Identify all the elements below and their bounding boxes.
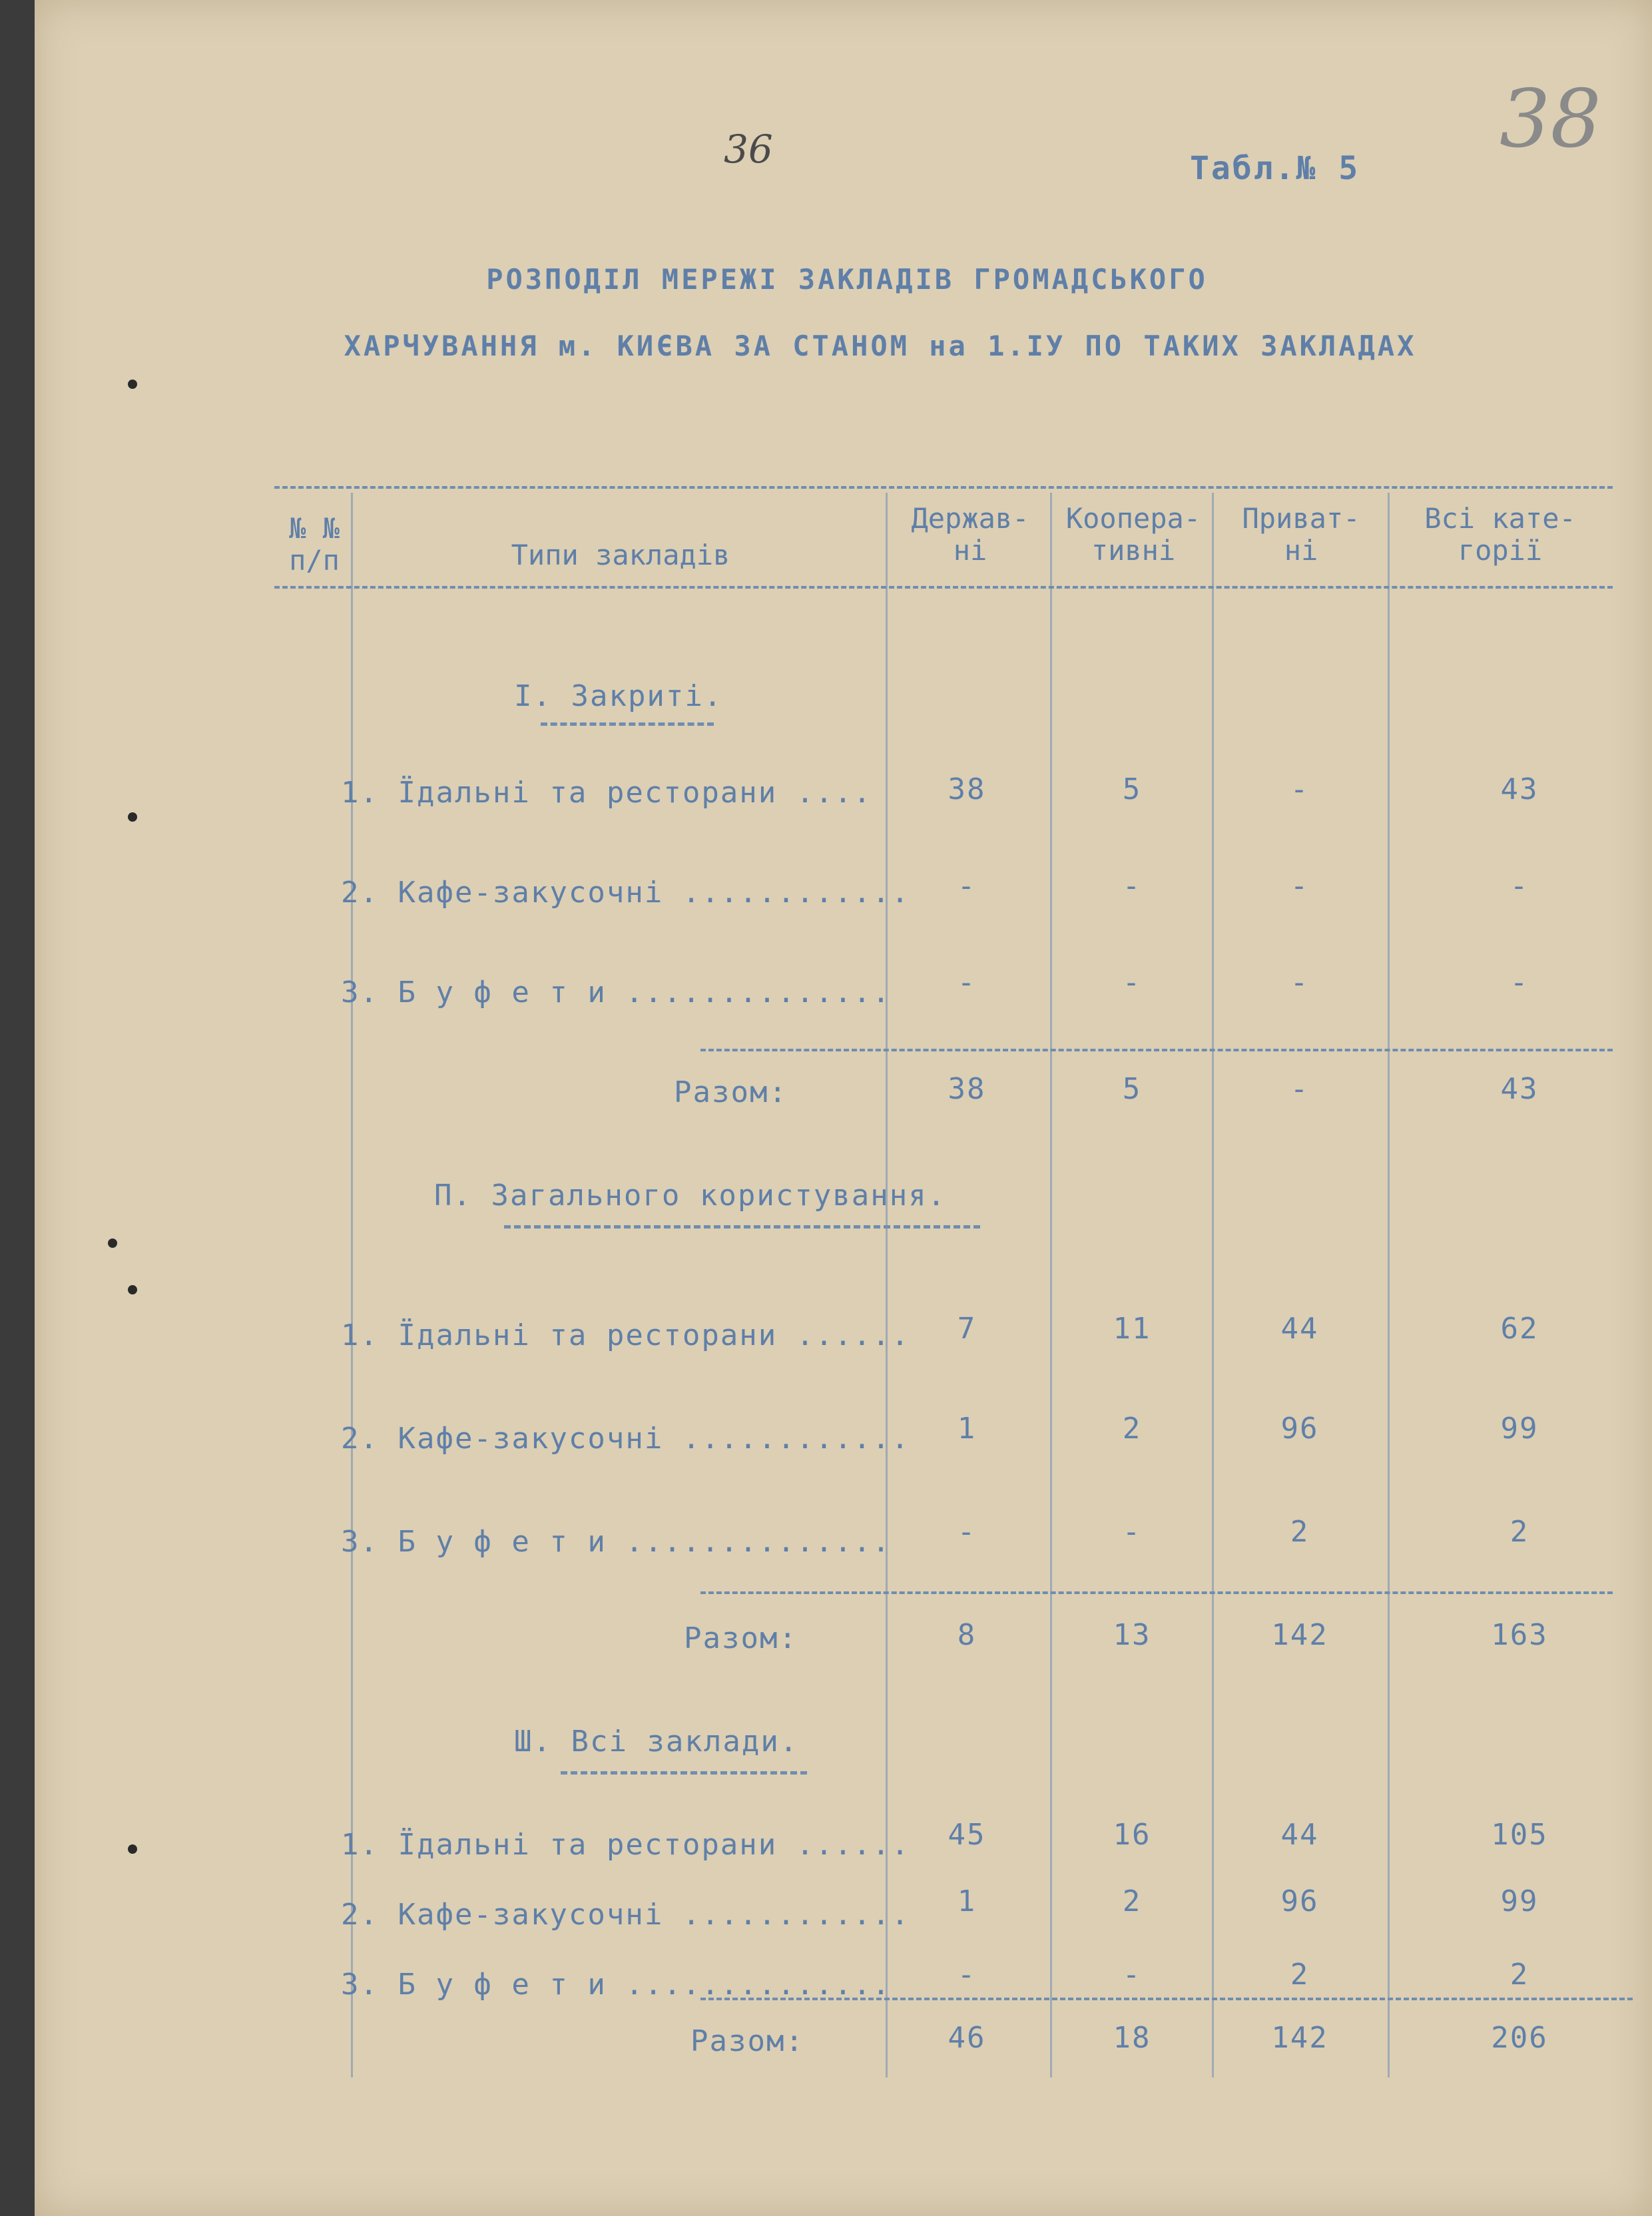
total-label: Разом: [690, 2024, 804, 2058]
punch-hole [128, 1285, 137, 1294]
row-label: 2. Кафе-закусочні ............ [341, 1898, 910, 1932]
cell-private: - [1290, 966, 1310, 999]
row-label: 2. Кафе-закусочні ............ [341, 1422, 910, 1456]
total-state: 38 [948, 1072, 986, 1106]
cell-coop: 11 [1113, 1312, 1151, 1346]
section-title: І. Закриті. [514, 679, 723, 713]
cell-coop: - [1122, 1515, 1142, 1549]
header-bottom-rule [274, 586, 1613, 589]
total-state: 8 [957, 1618, 977, 1652]
header-private: Приват- ні [1242, 502, 1360, 567]
cell-coop: - [1122, 966, 1142, 999]
section-title: Ш. Всі заклади. [514, 1725, 799, 1759]
punch-hole [128, 1844, 137, 1854]
handwritten-archive-number: 38 [1500, 73, 1601, 166]
cell-private: 2 [1290, 1515, 1310, 1549]
column-divider [1388, 493, 1390, 2078]
cell-state: - [957, 1515, 977, 1549]
header-state: Держав- ні [911, 502, 1029, 567]
total-coop: 13 [1113, 1618, 1151, 1652]
header-type: Типи закладів [511, 539, 730, 571]
cell-state: 7 [957, 1312, 977, 1346]
table-number: Табл.№ 5 [1190, 150, 1360, 187]
cell-coop: - [1122, 1958, 1142, 1992]
punch-hole [108, 1239, 117, 1248]
total-state: 46 [948, 2021, 986, 2055]
title-line-2: ХАРЧУВАННЯ м. КИЄВА ЗА СТАНОМ на 1.ІУ ПО ТАКИХ ЗАКЛАДАХ [344, 330, 1417, 362]
handwritten-page-number: 36 [724, 127, 773, 172]
cell-coop: 2 [1122, 1412, 1142, 1446]
cell-state: - [957, 966, 977, 999]
document-page [35, 0, 1652, 2216]
header-coop: Коопера- тивні [1065, 502, 1201, 567]
total-coop: 5 [1122, 1072, 1142, 1106]
total-coop: 18 [1113, 2021, 1151, 2055]
row-label: 1. Їдальні та ресторани ...... [341, 1828, 910, 1862]
section-title: П. Загального користування. [434, 1179, 947, 1213]
row-label: 1. Їдальні та ресторани .... [341, 776, 872, 810]
total-all: 206 [1491, 2021, 1548, 2055]
punch-hole [128, 380, 137, 389]
header-number: № № п/п [289, 512, 340, 577]
section-underline [561, 1771, 807, 1775]
cell-coop: - [1122, 869, 1142, 903]
cell-private: 44 [1280, 1312, 1319, 1346]
header-all: Всі кате- горії [1424, 502, 1576, 567]
cell-state: 1 [957, 1884, 977, 1918]
row-label: 3. Б у ф е т и .............. [341, 1968, 892, 2002]
cell-private: 2 [1290, 1958, 1310, 1992]
total-private: 142 [1271, 1618, 1328, 1652]
cell-state: - [957, 1958, 977, 1992]
header-top-rule [274, 486, 1613, 489]
title-line-1: РОЗПОДІЛ МЕРЕЖІ ЗАКЛАДІВ ГРОМАДСЬКОГО [486, 263, 1208, 296]
cell-coop: 5 [1122, 772, 1142, 806]
cell-private: 96 [1280, 1412, 1319, 1446]
total-label: Разом: [684, 1621, 798, 1655]
cell-private: - [1290, 869, 1310, 903]
cell-coop: 2 [1122, 1884, 1142, 1918]
cell-all: 2 [1510, 1958, 1529, 1992]
punch-hole [128, 812, 137, 822]
cell-state: 45 [948, 1818, 986, 1852]
row-label: 3. Б у ф е т и .............. [341, 975, 892, 1009]
column-divider [1212, 493, 1214, 2078]
total-label: Разом: [674, 1075, 788, 1109]
total-rule [700, 1049, 1613, 1051]
row-label: 2. Кафе-закусочні ............ [341, 876, 910, 910]
cell-all: 99 [1500, 1884, 1539, 1918]
total-private: - [1290, 1072, 1310, 1106]
section-underline [504, 1225, 980, 1229]
cell-private: 96 [1280, 1884, 1319, 1918]
total-rule [700, 1998, 1633, 2000]
cell-all: 2 [1510, 1515, 1529, 1549]
cell-state: 1 [957, 1412, 977, 1446]
total-rule [700, 1591, 1613, 1594]
cell-all: 99 [1500, 1412, 1539, 1446]
cell-private: 44 [1280, 1818, 1319, 1852]
cell-state: 38 [948, 772, 986, 806]
cell-state: - [957, 869, 977, 903]
cell-all: 105 [1491, 1818, 1548, 1852]
cell-coop: 16 [1113, 1818, 1151, 1852]
section-underline [541, 722, 714, 726]
row-label: 1. Їдальні та ресторани ...... [341, 1318, 910, 1352]
total-all: 163 [1491, 1618, 1548, 1652]
total-private: 142 [1271, 2021, 1328, 2055]
cell-all: - [1510, 966, 1529, 999]
cell-all: 43 [1500, 772, 1539, 806]
total-all: 43 [1500, 1072, 1539, 1106]
column-divider [1050, 493, 1052, 2078]
cell-all: 62 [1500, 1312, 1539, 1346]
cell-private: - [1290, 772, 1310, 806]
cell-all: - [1510, 869, 1529, 903]
row-label: 3. Б у ф е т и .............. [341, 1525, 892, 1559]
